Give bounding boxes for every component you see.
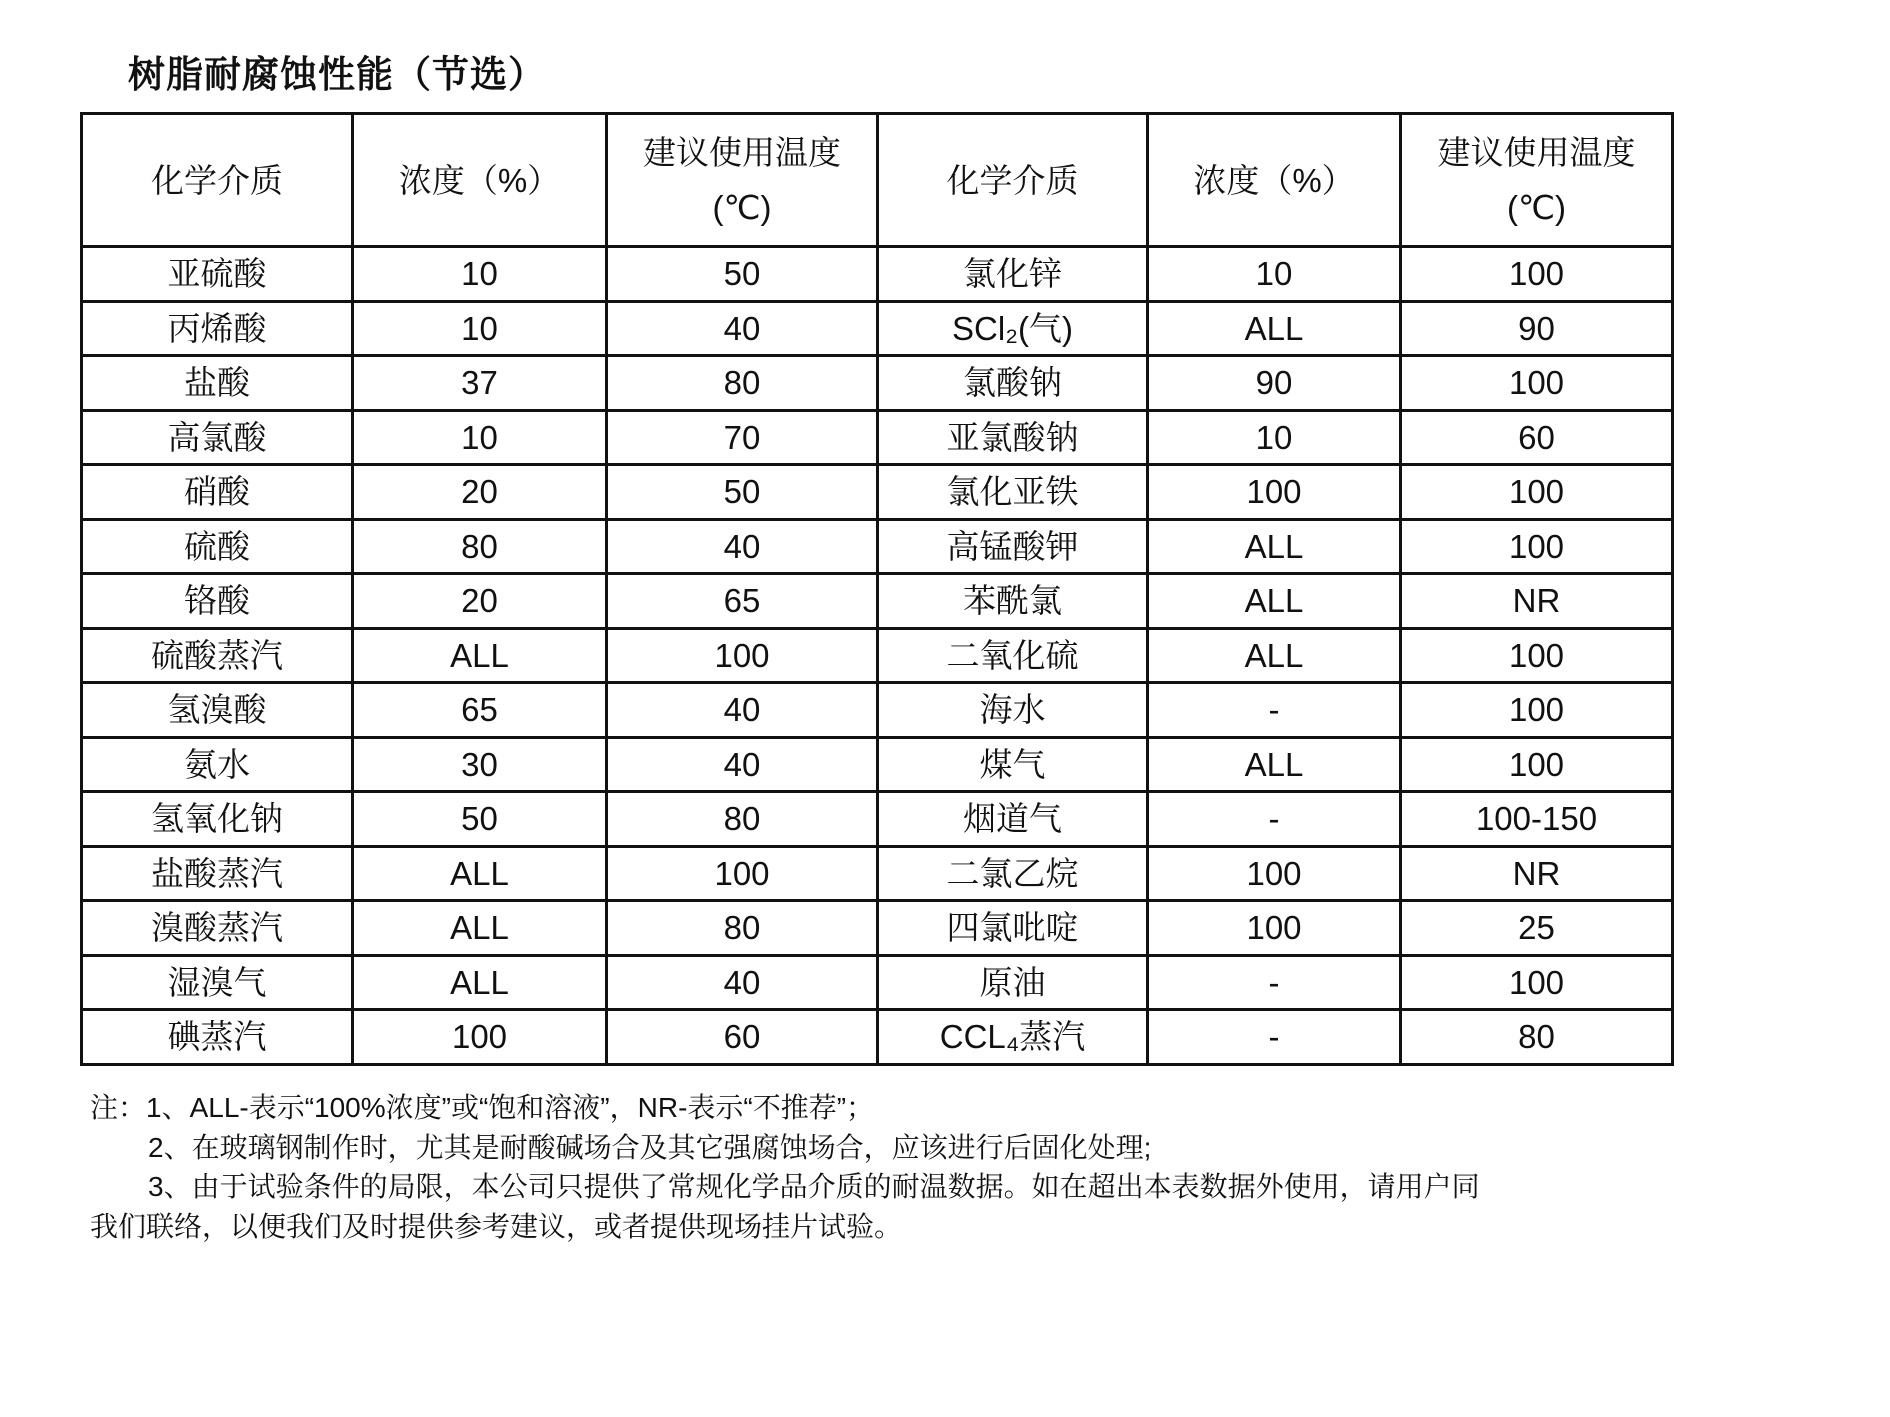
concentration-cell: ALL xyxy=(1148,737,1401,792)
concentration-cell: 100 xyxy=(1148,465,1401,520)
temperature-cell: 90 xyxy=(1401,301,1673,356)
concentration-cell: 90 xyxy=(1148,356,1401,411)
medium-cell: 氨水 xyxy=(82,737,353,792)
medium-cell: 二氯乙烷 xyxy=(878,846,1148,901)
temperature-cell: 100 xyxy=(1401,683,1673,738)
table-row xyxy=(82,247,1673,302)
temperature-cell: 40 xyxy=(607,955,878,1010)
temperature-cell: 80 xyxy=(607,356,878,411)
concentration-cell: ALL xyxy=(1148,574,1401,629)
medium-cell: 硫酸 xyxy=(82,519,353,574)
table-row xyxy=(82,1010,1673,1065)
medium-cell: 铬酸 xyxy=(82,574,353,629)
concentration-cell: 100 xyxy=(1148,901,1401,956)
concentration-cell: - xyxy=(1148,792,1401,847)
medium-cell: 溴酸蒸汽 xyxy=(82,901,353,956)
medium-cell: 海水 xyxy=(878,683,1148,738)
table-row xyxy=(82,519,1673,574)
temperature-cell: 25 xyxy=(1401,901,1673,956)
medium-cell: 四氯吡啶 xyxy=(878,901,1148,956)
temperature-cell: 100 xyxy=(1401,737,1673,792)
concentration-cell: 50 xyxy=(353,792,607,847)
concentration-cell: 10 xyxy=(353,410,607,465)
header-concentration-1: 浓度（%） xyxy=(353,114,607,247)
table-row xyxy=(82,410,1673,465)
concentration-cell: ALL xyxy=(353,846,607,901)
temperature-cell: 100 xyxy=(607,846,878,901)
medium-cell: CCL₄蒸汽 xyxy=(878,1010,1148,1065)
temperature-cell: 50 xyxy=(607,247,878,302)
note-3-continued: 我们联络，以便我们及时提供参考建议，或者提供现场挂片试验。 xyxy=(90,1210,903,1242)
concentration-cell: 65 xyxy=(353,683,607,738)
concentration-cell: 30 xyxy=(353,737,607,792)
medium-cell: 煤气 xyxy=(878,737,1148,792)
medium-cell: 亚氯酸钠 xyxy=(878,410,1148,465)
temperature-cell: 40 xyxy=(607,737,878,792)
header-medium-2: 化学介质 xyxy=(878,114,1148,247)
header-temperature-2: 建议使用温度 (℃) xyxy=(1401,114,1673,247)
medium-cell: 苯酰氯 xyxy=(878,574,1148,629)
medium-cell: 湿溴气 xyxy=(82,955,353,1010)
concentration-cell: 100 xyxy=(1148,846,1401,901)
temperature-cell: 40 xyxy=(607,683,878,738)
temperature-cell: 70 xyxy=(607,410,878,465)
concentration-cell: ALL xyxy=(1148,519,1401,574)
temperature-cell: 60 xyxy=(607,1010,878,1065)
concentration-cell: 37 xyxy=(353,356,607,411)
concentration-cell: 10 xyxy=(353,301,607,356)
concentration-cell: - xyxy=(1148,683,1401,738)
temperature-cell: 100-150 xyxy=(1401,792,1673,847)
medium-cell: 盐酸蒸汽 xyxy=(82,846,353,901)
concentration-cell: 10 xyxy=(353,247,607,302)
concentration-cell: ALL xyxy=(353,901,607,956)
medium-cell: 烟道气 xyxy=(878,792,1148,847)
temperature-cell: 65 xyxy=(607,574,878,629)
temperature-cell: 100 xyxy=(1401,955,1673,1010)
table-row xyxy=(82,301,1673,356)
temperature-cell: 100 xyxy=(1401,465,1673,520)
header-concentration-2: 浓度（%） xyxy=(1148,114,1401,247)
temperature-cell: 100 xyxy=(1401,356,1673,411)
table-row xyxy=(82,846,1673,901)
medium-cell: 原油 xyxy=(878,955,1148,1010)
medium-cell: 亚硫酸 xyxy=(82,247,353,302)
table-row xyxy=(82,574,1673,629)
temperature-cell: NR xyxy=(1401,574,1673,629)
table-row xyxy=(82,901,1673,956)
medium-cell: 氯化亚铁 xyxy=(878,465,1148,520)
concentration-cell: 20 xyxy=(353,574,607,629)
table-row xyxy=(82,792,1673,847)
note-1: 注：1、ALL-表示“100%浓度”或“饱和溶液”，NR-表示“不推荐”； xyxy=(90,1092,875,1123)
concentration-cell: - xyxy=(1148,955,1401,1010)
medium-cell: 高氯酸 xyxy=(82,410,353,465)
temperature-cell: 60 xyxy=(1401,410,1673,465)
concentration-cell: ALL xyxy=(1148,301,1401,356)
medium-cell: 硫酸蒸汽 xyxy=(82,628,353,683)
temperature-cell: 80 xyxy=(607,792,878,847)
concentration-cell: 20 xyxy=(353,465,607,520)
concentration-cell: 100 xyxy=(353,1010,607,1065)
temperature-cell: 100 xyxy=(1401,628,1673,683)
medium-cell: 硝酸 xyxy=(82,465,353,520)
table-header-row xyxy=(82,114,1673,247)
temperature-cell: 40 xyxy=(607,519,878,574)
temperature-cell: 100 xyxy=(1401,519,1673,574)
page-title: 树脂耐腐蚀性能（节选） xyxy=(128,54,546,95)
temperature-cell: 100 xyxy=(607,628,878,683)
header-temperature-1: 建议使用温度 (℃) xyxy=(607,114,878,247)
temperature-cell: NR xyxy=(1401,846,1673,901)
concentration-cell: - xyxy=(1148,1010,1401,1065)
table-row xyxy=(82,465,1673,520)
medium-cell: 氢溴酸 xyxy=(82,683,353,738)
corrosion-resistance-table xyxy=(80,112,1674,1066)
concentration-cell: 10 xyxy=(1148,247,1401,302)
note-3: 3、由于试验条件的局限，本公司只提供了常规化学品介质的耐温数据。如在超出本表数据外使用，请用户同 xyxy=(148,1171,1480,1202)
medium-cell: 高锰酸钾 xyxy=(878,519,1148,574)
concentration-cell: ALL xyxy=(353,628,607,683)
temperature-cell: 100 xyxy=(1401,247,1673,302)
medium-cell: 碘蒸汽 xyxy=(82,1010,353,1065)
table-row xyxy=(82,628,1673,683)
medium-cell: 二氧化硫 xyxy=(878,628,1148,683)
medium-cell: SCl₂(气) xyxy=(878,301,1148,356)
temperature-cell: 80 xyxy=(607,901,878,956)
notes xyxy=(90,1088,1690,1246)
table-row xyxy=(82,356,1673,411)
temperature-cell: 50 xyxy=(607,465,878,520)
table-row xyxy=(82,737,1673,792)
medium-cell: 氢氧化钠 xyxy=(82,792,353,847)
temperature-cell: 80 xyxy=(1401,1010,1673,1065)
concentration-cell: ALL xyxy=(1148,628,1401,683)
note-2: 2、在玻璃钢制作时，尤其是耐酸碱场合及其它强腐蚀场合，应该进行后固化处理; xyxy=(148,1131,1152,1163)
table-row xyxy=(82,683,1673,738)
medium-cell: 盐酸 xyxy=(82,356,353,411)
medium-cell: 丙烯酸 xyxy=(82,301,353,356)
concentration-cell: 10 xyxy=(1148,410,1401,465)
concentration-cell: 80 xyxy=(353,519,607,574)
medium-cell: 氯化锌 xyxy=(878,247,1148,302)
temperature-cell: 40 xyxy=(607,301,878,356)
medium-cell: 氯酸钠 xyxy=(878,356,1148,411)
concentration-cell: ALL xyxy=(353,955,607,1010)
header-medium-1: 化学介质 xyxy=(82,114,353,247)
table-row xyxy=(82,955,1673,1010)
table-body xyxy=(82,247,1673,1065)
